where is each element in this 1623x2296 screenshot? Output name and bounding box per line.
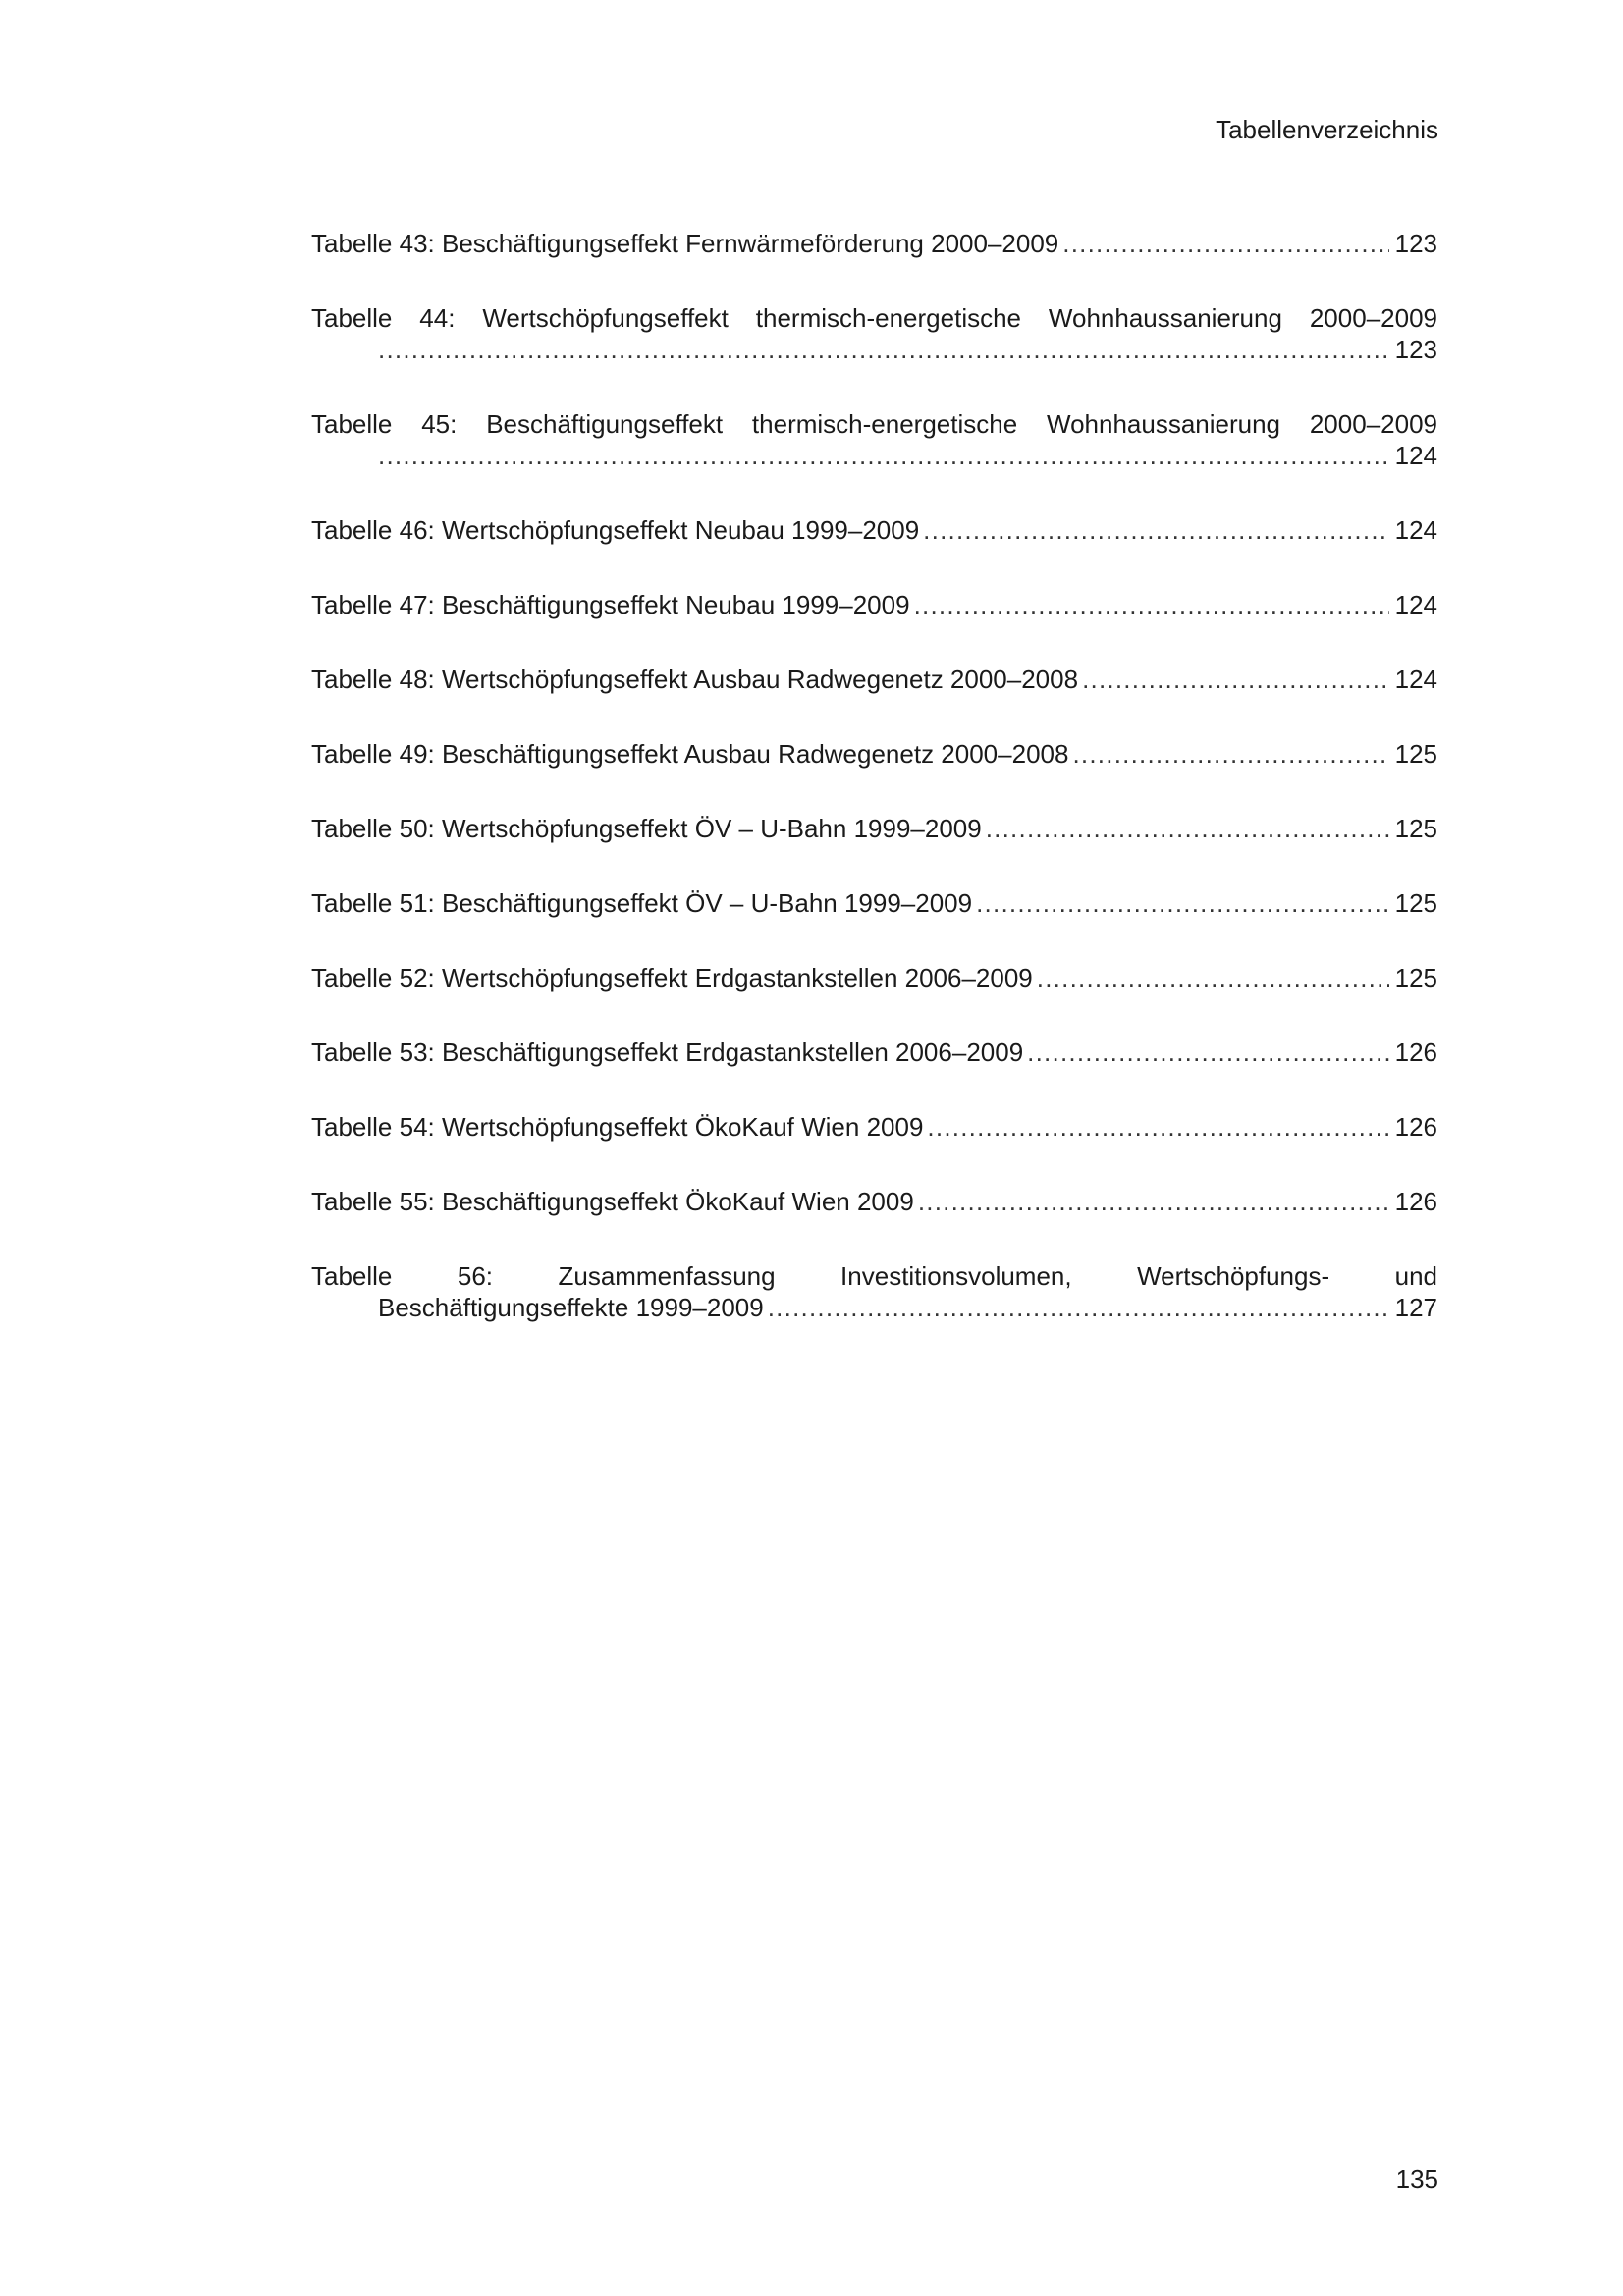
toc-entry-50[interactable] [311,813,1437,844]
dot-leader [1027,1037,1388,1068]
toc-entry-page: 125 [1394,814,1437,843]
toc-entry-52[interactable] [311,962,1437,993]
toc-entry-title: Tabelle 47: Beschäftigungseffekt Neubau 1999–2009 [311,590,910,619]
toc-entry-page: 124 [1394,665,1437,694]
dot-leader [976,887,1389,919]
dot-leader [1072,738,1388,770]
dot-leader [378,440,1389,471]
dot-leader [923,514,1388,546]
toc-entry-title: Tabelle 56: Zusammenfassung Investitionsvolumen, Wertschöpfungs- und [311,1261,1437,1291]
toc-entry-page: 123 [1394,335,1437,364]
dot-leader [1082,664,1389,695]
toc-entry-55[interactable] [311,1186,1437,1217]
toc-entry-page: 126 [1394,1187,1437,1216]
dot-leader [918,1186,1389,1217]
toc-entry-page: 126 [1394,1112,1437,1142]
toc-entry-49[interactable] [311,738,1437,770]
running-header: Tabellenverzeichnis [1216,115,1438,144]
dot-leader [378,334,1389,365]
toc-entry-page: 124 [1394,441,1437,470]
toc-entry-page: 127 [1394,1293,1437,1322]
dot-leader [1037,962,1389,993]
toc-entry-page: 126 [1394,1038,1437,1067]
toc-entry-page: 124 [1394,590,1437,619]
toc-entry-title: Tabelle 53: Beschäftigungseffekt Erdgastankstellen 2006–2009 [311,1038,1024,1067]
toc-entry-43[interactable] [311,228,1437,259]
toc-entry-page: 125 [1394,888,1437,918]
toc-entry-title-continued: Beschäftigungseffekte 1999–2009 [378,1293,764,1322]
toc-entry-46[interactable] [311,514,1437,546]
toc-entry-56[interactable] [311,1260,1437,1323]
toc-entry-page: 125 [1394,739,1437,769]
toc-entry-title: Tabelle 46: Wertschöpfungseffekt Neubau 1999–2009 [311,515,920,545]
toc-entry-title: Tabelle 54: Wertschöpfungseffekt ÖkoKauf Wien 2009 [311,1112,924,1142]
dot-leader [927,1111,1388,1143]
dot-leader [768,1292,1389,1323]
toc-entry-title: Tabelle 50: Wertschöpfungseffekt ÖV – U-Bahn 1999–2009 [311,814,982,843]
toc-entry-page: 125 [1394,963,1437,992]
dot-leader [1062,228,1388,259]
toc-entry-title: Tabelle 55: Beschäftigungseffekt ÖkoKauf Wien 2009 [311,1187,914,1216]
toc-entry-53[interactable] [311,1037,1437,1068]
page-number: 135 [1395,2164,1438,2194]
toc-entry-48[interactable] [311,664,1437,695]
toc-entry-title: Tabelle 51: Beschäftigungseffekt ÖV – U-Bahn 1999–2009 [311,888,973,918]
dot-leader [914,589,1389,620]
toc-entry-title: Tabelle 44: Wertschöpfungseffekt thermisch-energetische Wohnhaussanierung 2000–2009 [311,303,1437,333]
toc-entry-54[interactable] [311,1111,1437,1143]
toc-entry-47[interactable] [311,589,1437,620]
toc-entry-44[interactable] [311,302,1437,365]
dot-leader [986,813,1389,844]
toc-entry-page: 124 [1394,515,1437,545]
toc-entry-page: 123 [1394,229,1437,258]
toc-entry-title: Tabelle 48: Wertschöpfungseffekt Ausbau Radwegenetz 2000–2008 [311,665,1079,694]
toc-entry-51[interactable] [311,887,1437,919]
toc-entry-title: Tabelle 45: Beschäftigungseffekt thermisch-energetische Wohnhaussanierung 2000–2009 [311,409,1437,439]
toc-entry-title: Tabelle 49: Beschäftigungseffekt Ausbau Radwegenetz 2000–2008 [311,739,1069,769]
toc-entry-title: Tabelle 43: Beschäftigungseffekt Fernwärmeförderung 2000–2009 [311,229,1059,258]
table-of-tables [311,228,1437,1366]
toc-entry-title: Tabelle 52: Wertschöpfungseffekt Erdgastankstellen 2006–2009 [311,963,1033,992]
toc-entry-45[interactable] [311,408,1437,471]
